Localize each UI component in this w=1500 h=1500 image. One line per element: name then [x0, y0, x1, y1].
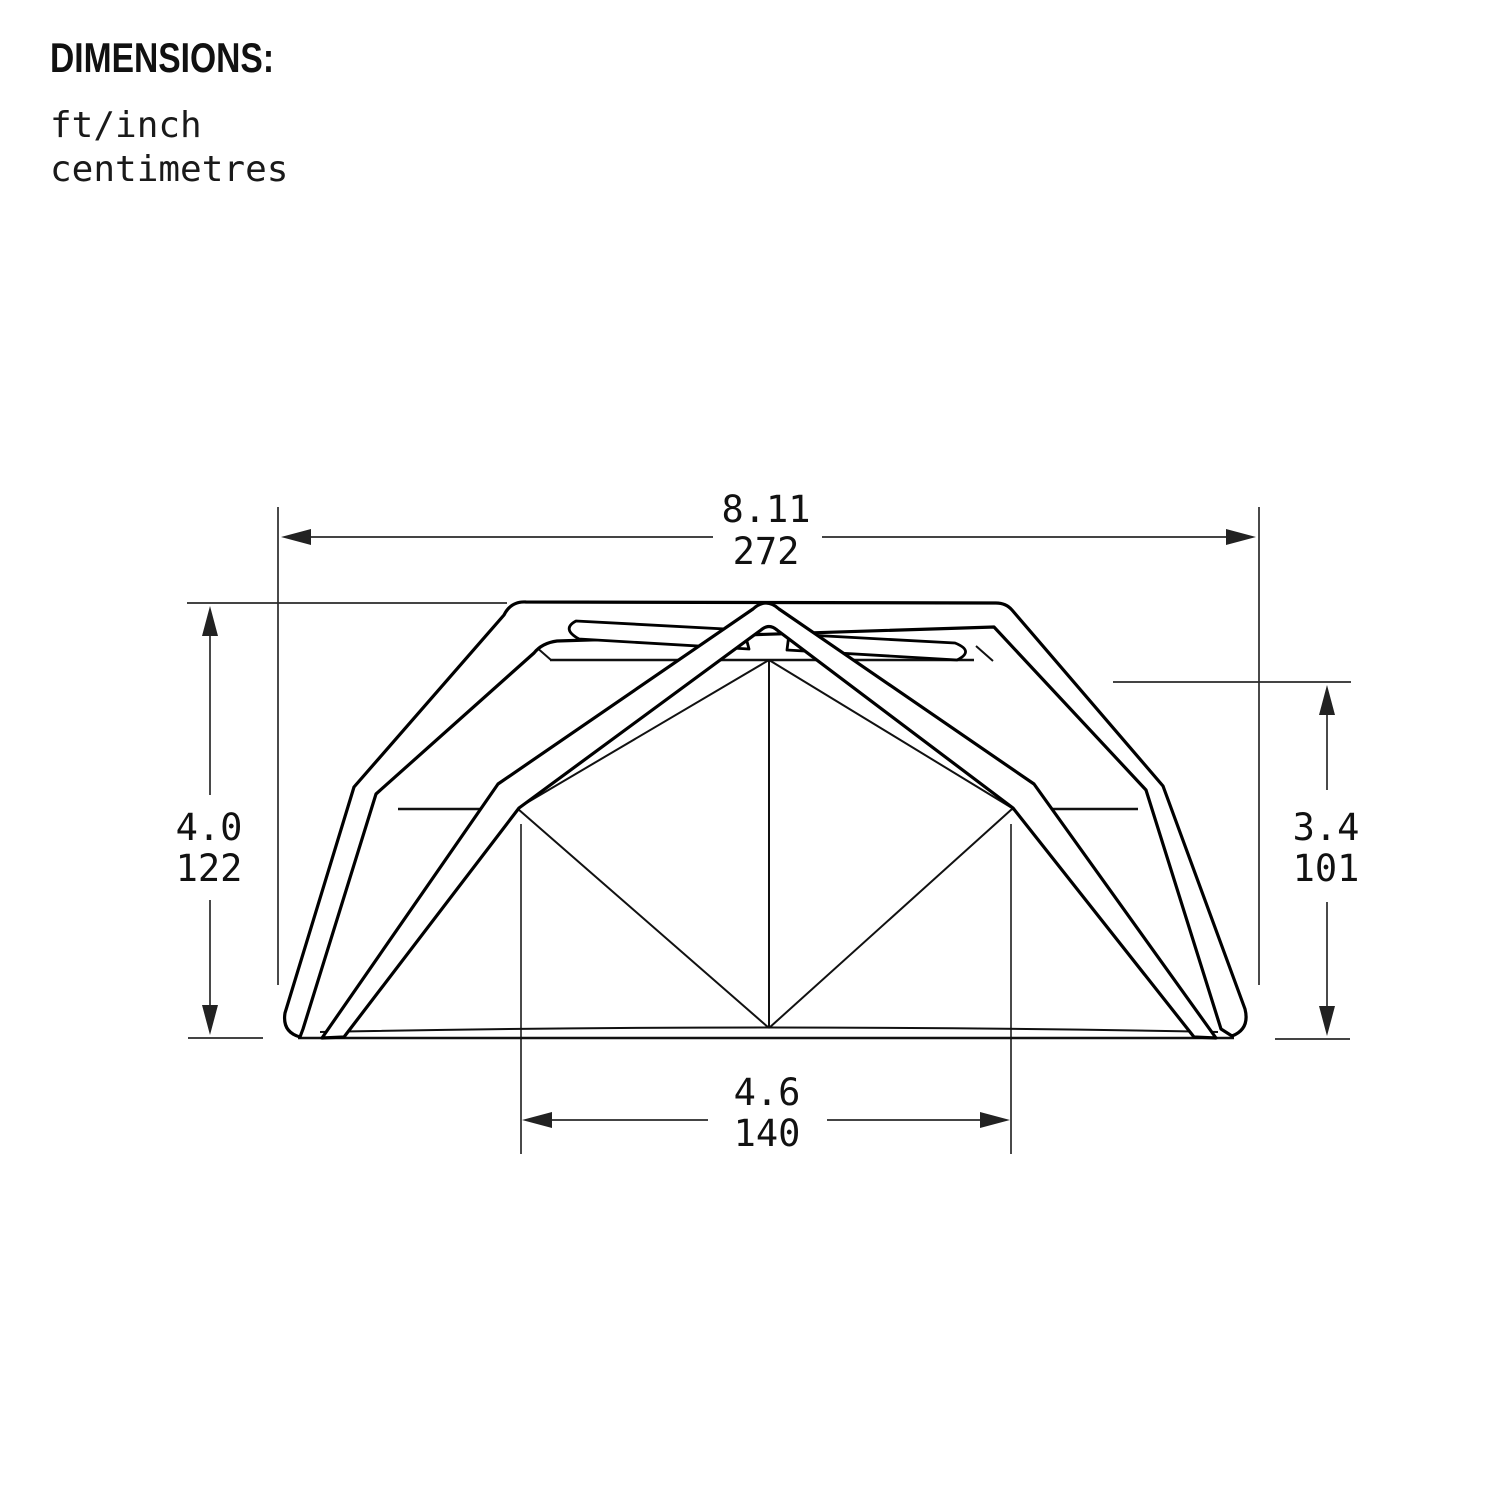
fabric-diagonal-upper-left [518, 660, 769, 808]
label-total-width-ft: 8.11 [721, 488, 811, 531]
fabric-diagonal-lower-right [769, 809, 1012, 1028]
label-side-height-cm: 101 [1292, 847, 1360, 890]
label-total-height-ft: 4.0 [175, 806, 243, 849]
arrow-inner-right [980, 1112, 1010, 1128]
unit-primary-label: ft/inch [50, 105, 202, 146]
label-inner-width-ft: 4.6 [733, 1071, 801, 1114]
arrow-height-down [202, 1005, 218, 1035]
arrow-side-up [1319, 685, 1335, 715]
label-inner-width-cm: 140 [733, 1112, 801, 1155]
arrow-height-up [202, 606, 218, 636]
arrow-inner-left [522, 1112, 552, 1128]
rear-tube-outline [285, 602, 1247, 1037]
arrow-side-down [1319, 1006, 1335, 1036]
label-side-height-ft: 3.4 [1292, 806, 1360, 849]
arrow-width-right [1226, 529, 1256, 545]
unit-secondary-label: centimetres [50, 149, 289, 190]
fabric-floor-edge [320, 1028, 1218, 1033]
arrow-width-left [281, 529, 311, 545]
label-total-width-cm: 272 [732, 530, 800, 573]
page-title: DIMENSIONS: [50, 34, 275, 81]
fabric-diagonal-upper-right [769, 660, 1012, 808]
fabric-diagonal-lower-left [518, 809, 769, 1028]
label-total-height-cm: 122 [175, 847, 243, 890]
fabric-corner-tick-right [976, 646, 993, 661]
